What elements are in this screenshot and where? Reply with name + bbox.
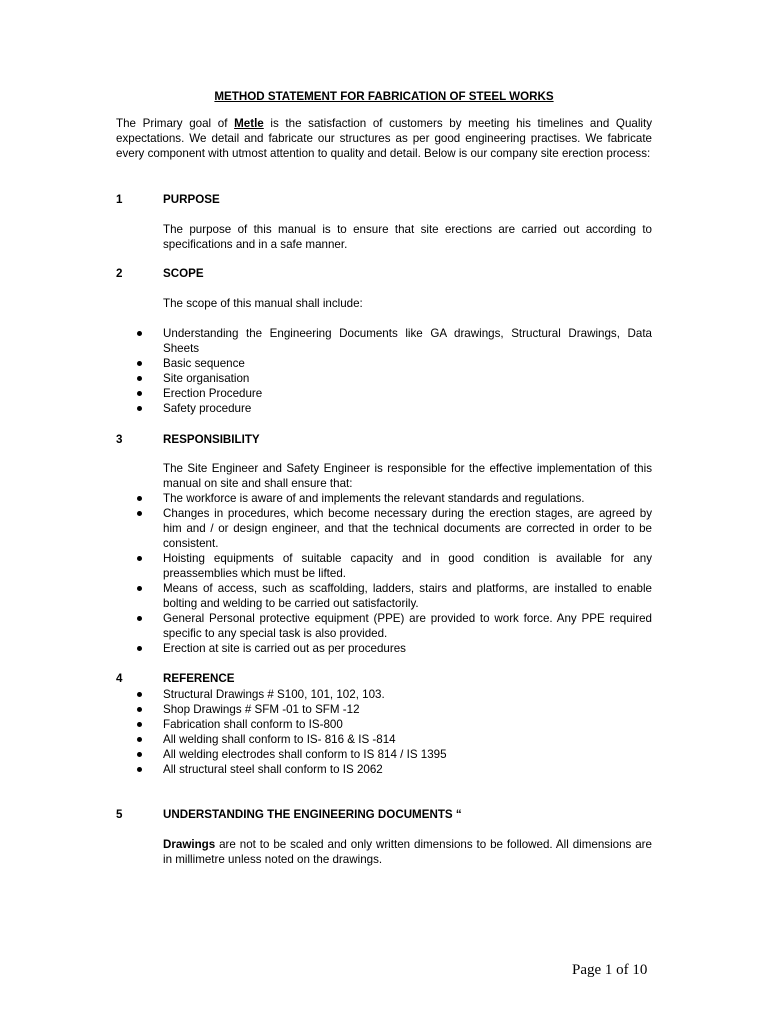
drawings-text: are not to be scaled and only written dimensions to be followed. All dimensions are in millimetre unless noted on the drawings.	[163, 838, 652, 866]
list-item-text: Hoisting equipments of suitable capacity and in good condition is available for any preassemblies which must be lifted.	[163, 552, 652, 580]
list-item	[134, 371, 652, 386]
list-item-text: All structural steel shall conform to IS 2062	[163, 763, 383, 776]
section-heading-scope: SCOPE	[163, 267, 204, 280]
list-item	[134, 386, 652, 401]
section-heading-responsibility: RESPONSIBILITY	[163, 433, 260, 446]
responsibility-paragraph: The Site Engineer and Safety Engineer is responsible for the effective implementation of this manual on site and shall ensure that:	[163, 462, 652, 490]
list-item	[134, 491, 652, 506]
bullet-icon	[137, 331, 142, 336]
list-item-text: Site organisation	[163, 372, 250, 385]
intro-text-start: The Primary goal of	[116, 117, 235, 130]
scope-paragraph: The scope of this manual shall include:	[163, 297, 363, 310]
section-number: 1	[116, 193, 123, 206]
list-item	[134, 611, 652, 641]
list-item	[134, 762, 652, 777]
bullet-icon	[137, 511, 142, 516]
list-item-text: Understanding the Engineering Documents like GA drawings, Structural Drawings, Data Sheets	[163, 327, 652, 355]
scope-list	[134, 326, 652, 416]
section-heading-engineering-documents: UNDERSTANDING THE ENGINEERING DOCUMENTS “	[163, 808, 462, 821]
bullet-icon	[137, 391, 142, 396]
reference-list	[134, 687, 652, 777]
intro-text-end: is the satisfaction of customers by meeting his timelines and Quality expectations. We detail and fabricate our structures as per good engineering practises. We fabricate every component with utmost attention to quality and detail. Below is our company site erection process:	[116, 117, 653, 160]
bullet-icon	[137, 616, 142, 621]
section-heading-reference: REFERENCE	[163, 672, 235, 685]
list-item	[134, 581, 652, 611]
list-item-text: Safety procedure	[163, 402, 252, 415]
drawings-paragraph	[163, 837, 652, 867]
list-item	[134, 506, 652, 551]
list-item-text: Means of access, such as scaffolding, ladders, stairs and platforms, are installed to enable bolting and welding to be carried out satisfactorily.	[163, 582, 652, 610]
list-item-text: Structural Drawings # S100, 101, 102, 103.	[163, 688, 385, 701]
list-item-text: Basic sequence	[163, 357, 245, 370]
bullet-icon	[137, 586, 142, 591]
list-item-text: Fabrication shall conform to IS-800	[163, 718, 343, 731]
drawings-label: Drawings	[163, 838, 216, 851]
intro-paragraph	[116, 116, 652, 161]
list-item	[134, 401, 652, 416]
section-heading-purpose: PURPOSE	[163, 193, 220, 206]
bullet-icon	[137, 496, 142, 501]
page-number: Page 1 of 10	[572, 962, 648, 978]
bullet-icon	[137, 752, 142, 757]
bullet-icon	[137, 646, 142, 651]
list-item-text: Erection at site is carried out as per procedures	[163, 642, 406, 655]
bullet-icon	[137, 692, 142, 697]
bullet-icon	[137, 722, 142, 727]
section-number: 3	[116, 433, 123, 446]
bullet-icon	[137, 737, 142, 742]
list-item-text: General Personal protective equipment (PPE) are provided to work force. Any PPE required specific to any special task is also provided.	[163, 612, 652, 640]
bullet-icon	[137, 361, 142, 366]
list-item	[134, 356, 652, 371]
responsibility-list	[134, 491, 652, 656]
list-item-text: The workforce is aware of and implements the relevant standards and regulations.	[163, 492, 585, 505]
list-item	[134, 687, 652, 702]
list-item	[134, 732, 652, 747]
list-item	[134, 747, 652, 762]
document-title: METHOD STATEMENT FOR FABRICATION OF STEEL WORKS	[214, 90, 554, 103]
list-item	[134, 641, 652, 656]
section-number: 2	[116, 267, 123, 280]
list-item-text: Erection Procedure	[163, 387, 263, 400]
list-item-text: Shop Drawings # SFM -01 to SFM -12	[163, 703, 360, 716]
purpose-paragraph: The purpose of this manual is to ensure that site erections are carried out according to specifications and in a safe manner.	[163, 223, 652, 251]
bullet-icon	[137, 767, 142, 772]
list-item-text: All welding electrodes shall conform to IS 814 / IS 1395	[163, 748, 447, 761]
list-item-text: All welding shall conform to IS- 816 & IS -814	[163, 733, 396, 746]
bullet-icon	[137, 406, 142, 411]
list-item	[134, 551, 652, 581]
section-number: 5	[116, 808, 123, 821]
bullet-icon	[137, 556, 142, 561]
bullet-icon	[137, 376, 142, 381]
list-item	[134, 326, 652, 356]
company-name: Metle	[234, 117, 264, 130]
bullet-icon	[137, 707, 142, 712]
list-item	[134, 717, 652, 732]
section-number: 4	[116, 672, 123, 685]
list-item-text: Changes in procedures, which become necessary during the erection stages, are agreed by him and / or design engineer, and that the technical documents are corrected in order to be consistent.	[163, 507, 652, 550]
list-item	[134, 702, 652, 717]
